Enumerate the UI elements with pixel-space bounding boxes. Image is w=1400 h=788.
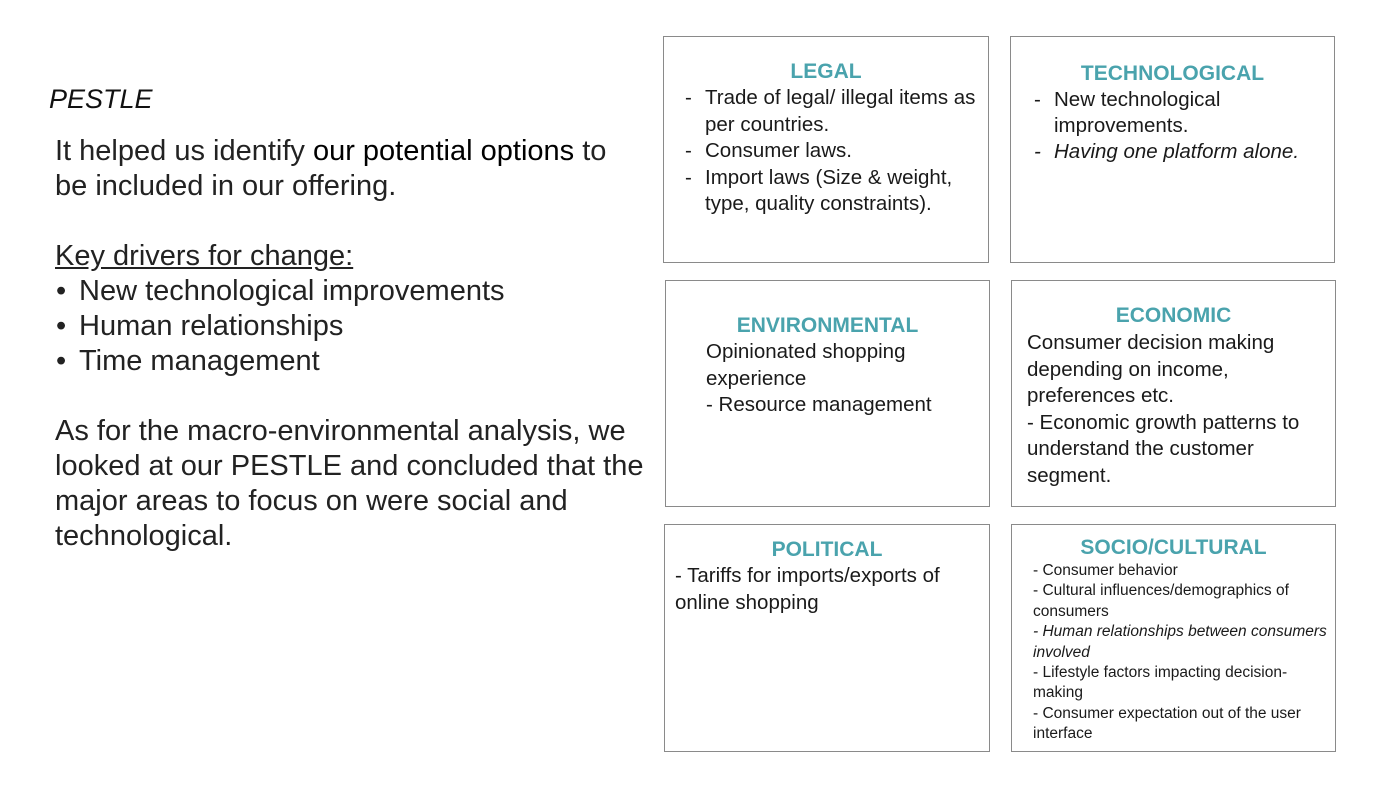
technological-list	[1033, 87, 1323, 165]
socio-cultural-line: - Consumer expectation out of the user interface	[1033, 704, 1301, 743]
legal-item: - Consumer laws.	[684, 138, 984, 165]
legal-item: - Import laws (Size & weight, type, quality constraints).	[684, 165, 984, 218]
intro-text-end: to be included in our offering.	[55, 135, 607, 202]
left-text-column	[55, 134, 645, 554]
driver-item: • New technological improvements	[55, 274, 645, 309]
intro-text-start: It helped us identify	[55, 135, 313, 167]
environmental-title: ENVIRONMENTAL	[736, 314, 919, 337]
socio-cultural-content	[1033, 561, 1333, 745]
technological-box	[1010, 36, 1335, 263]
spacer	[55, 379, 645, 414]
socio-cultural-line: - Lifestyle factors impacting decision-making	[1033, 664, 1288, 702]
economic-content	[1027, 330, 1332, 489]
environmental-content	[706, 339, 986, 419]
pestle-title: PESTLE	[49, 84, 153, 114]
intro-highlight: our potential options	[312, 135, 575, 167]
economic-title: ECONOMIC	[1115, 304, 1232, 327]
legal-list	[684, 85, 984, 218]
legal-box	[663, 36, 989, 263]
political-content	[675, 563, 975, 616]
technological-content	[1033, 87, 1323, 165]
technological-title: TECHNOLOGICAL	[1080, 62, 1265, 85]
socio-cultural-line: - Cultural influences/demographics of consumers	[1033, 582, 1289, 620]
legal-item	[684, 85, 984, 138]
spacer	[55, 204, 645, 239]
political-line: - Tariffs for imports/exports of online shopping	[675, 564, 940, 614]
legal-title: LEGAL	[790, 60, 862, 83]
socio-cultural-box	[1011, 524, 1336, 752]
environmental-line: Opinionated shopping experience	[706, 340, 906, 390]
environmental-line: - Resource management	[706, 393, 932, 416]
intro-paragraph	[55, 134, 645, 204]
technological-item: - New technological improvements.	[1033, 87, 1323, 139]
socio-cultural-line: - Consumer behavior	[1033, 562, 1178, 579]
socio-cultural-line: - Human relationships between consumers involved	[1033, 623, 1327, 661]
economic-line: - Economic growth patterns to understand the customer segment.	[1027, 410, 1300, 487]
drivers-list	[55, 274, 645, 379]
conclusion-paragraph: As for the macro-environmental analysis, we looked at our PESTLE and concluded that the major areas to focus on were social and technological.	[55, 415, 644, 552]
legal-content	[684, 85, 984, 218]
legal-item-text: Trade of legal/ illegal items as per countries.	[705, 86, 976, 136]
economic-box	[1011, 280, 1336, 507]
political-title: POLITICAL	[771, 538, 883, 561]
socio-cultural-title: SOCIO/CULTURAL	[1080, 536, 1267, 559]
economic-line: Consumer decision making depending on income, preferences etc.	[1027, 331, 1275, 407]
environmental-box	[665, 280, 990, 507]
driver-item: • Time management	[55, 344, 645, 379]
driver-item: • Human relationships	[55, 309, 645, 344]
political-box	[664, 524, 990, 752]
technological-item: - Having one platform alone.	[1033, 139, 1323, 165]
drivers-heading: Key drivers for change:	[55, 240, 354, 272]
